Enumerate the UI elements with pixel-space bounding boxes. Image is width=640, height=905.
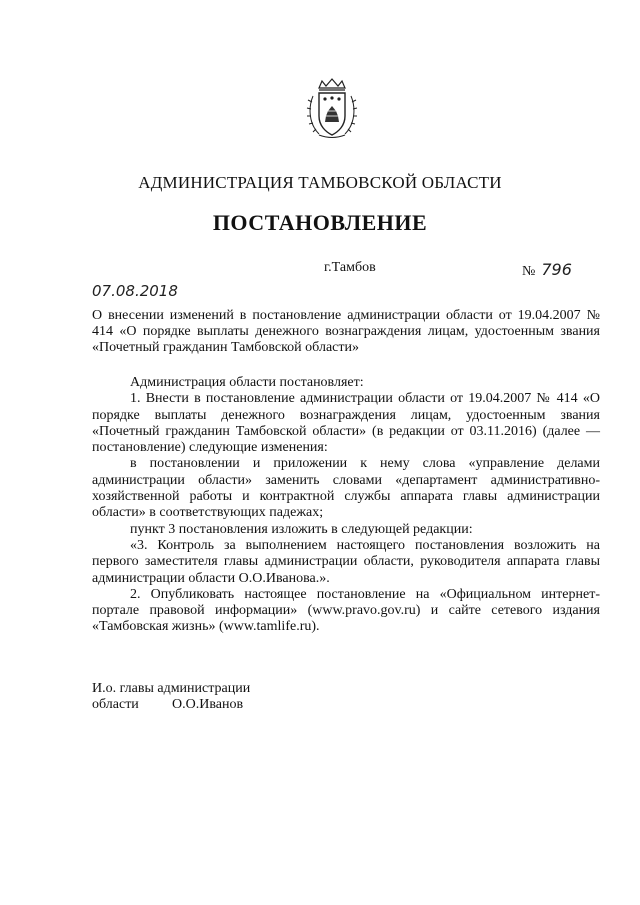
document-type-title: ПОСТАНОВЛЕНИЕ xyxy=(212,210,428,235)
body-paragraph: 2. Опубликовать настоящее постановление на «Официальном интернет-портале правовой информации» (www.pravo.gov.ru) и сайте сетевого издания «Тамбовская жизнь» (www.tamlife.ru). xyxy=(92,586,600,635)
document-number xyxy=(522,260,572,280)
body-paragraph: Администрация области постановляет: xyxy=(130,375,364,390)
body-paragraph: «3. Контроль за выполнением настоящего постановления возложить на первого заместителя главы администрации области, руководителя аппарата главы администрации области О.О.Иванова.». xyxy=(92,537,600,586)
city-label: г.Тамбов xyxy=(324,260,376,275)
signature-block xyxy=(92,681,250,713)
signer-title-line2: области xyxy=(92,697,139,712)
body-paragraph: 1. Внести в постановление администрации области от 19.04.2007 № 414 «О порядке выплаты денежного вознаграждения лицам, удостоенным звания «Почетный гражданин Тамбовской области» (в редакции от 03.11.2016) (далее — постановление) следующие изменения: xyxy=(92,391,600,456)
agency-name: АДМИНИСТРАЦИЯ ТАМБОВСКОЙ ОБЛАСТИ xyxy=(138,173,502,192)
document-body xyxy=(92,375,600,636)
body-paragraph: в постановлении и приложении к нему слова «управление делами администрации области» заменить словами «департамент административно-хозяйственной работы и контрактной службы аппарата главы администрации области» в соответствующих падежах; xyxy=(92,456,600,521)
body-paragraph: пункт 3 постановления изложить в следующей редакции: xyxy=(130,521,473,537)
document-subject: О внесении изменений в постановление администрации области от 19.04.2007 № 414 «О порядке выплаты денежного вознаграждения лицам, удостоенным звания «Почетный гражданин Тамбовской области» xyxy=(92,308,600,355)
number-prefix: № xyxy=(522,264,536,279)
coat-of-arms-icon xyxy=(305,78,359,140)
signer-title-line1: И.о. главы администрации xyxy=(92,681,251,696)
handwritten-date: 07.08.2018 xyxy=(92,282,178,300)
signer-name: О.О.Иванов xyxy=(172,697,244,712)
handwritten-number: 796 xyxy=(541,260,572,279)
